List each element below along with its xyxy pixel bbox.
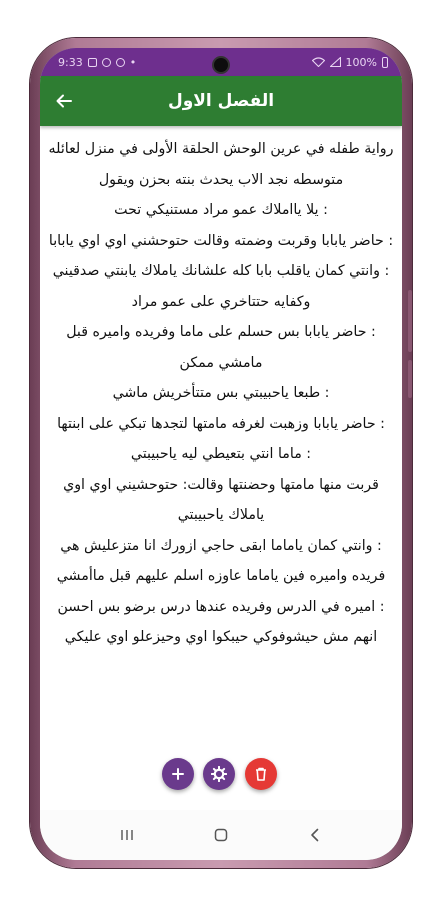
story-paragraph: رواية طفله في عرين الوحش الحلقة الأولى في منزل لعائله متوسطه نجد الاب يحدث بنته بحزن ويقول: [48, 141, 394, 188]
plus-icon: [172, 768, 184, 780]
sync-icon: [102, 58, 111, 67]
notification-icon: [88, 58, 97, 67]
screen: [40, 48, 402, 860]
add-button[interactable]: [162, 758, 194, 790]
arrow-left-icon: [56, 94, 72, 108]
status-time: 9:33: [58, 55, 83, 69]
story-paragraph: قربت منها مامتها وحضنتها وقالت: حتوحشيني اوي اوي ياملاك ياحبيبتي: [63, 476, 379, 523]
story-paragraph: : ماما انتي بتعيطي ليه ياحبيبتي: [130, 446, 312, 462]
gear-icon: [211, 766, 227, 782]
story-paragraph: : حاضر يابابا وقربت وضمته وقالت حتوحشني اوي اوي يابابا: [48, 232, 394, 249]
app-content: [40, 48, 402, 860]
recents-button[interactable]: [107, 820, 147, 850]
volume-button: [408, 360, 412, 398]
record-icon: [116, 58, 125, 67]
dot-icon: •: [129, 55, 137, 69]
signal-icon: [330, 57, 341, 67]
story-paragraph: : وانتي كمان ياقلب بابا كله علشانك ياملاك يابنتي صدقيني وكفايه حتتاخري على عمو مراد: [52, 263, 390, 310]
story-paragraph: : طبعا ياحبيبتي بس متتأخريش ماشي: [112, 385, 330, 401]
page-title: الفصل الاول: [167, 91, 275, 111]
home-icon: [214, 828, 228, 842]
power-button: [408, 290, 412, 352]
story-paragraph: : حاضر يابابا بس حسلم على ماما وفريده واميره قبل مامشي ممكن: [66, 324, 376, 371]
back-nav-button[interactable]: [295, 820, 335, 850]
delete-button[interactable]: [245, 758, 277, 790]
chevron-left-icon: [310, 828, 320, 842]
home-button[interactable]: [201, 820, 241, 850]
trash-icon: [255, 767, 267, 781]
settings-button[interactable]: [203, 758, 235, 790]
story-paragraph: : يلا يااملاك عمو مراد مستنيكي تحت: [114, 202, 328, 218]
battery-level: 100%: [345, 55, 377, 69]
battery-icon: [382, 57, 388, 68]
story-text: [48, 134, 394, 774]
story-paragraph: : حاضر يابابا وزهبت لغرفه مامتها لتجدها تبكي على ابنتها: [57, 415, 385, 432]
story-paragraph: : وانتي كمان ياماما ابقى حاجي ازورك انا متزعليش هي فريده واميره فين ياماما عاوزه اسلم عليهم قبل ماأمشي: [56, 537, 386, 584]
navigation-bar: [40, 810, 402, 860]
wifi-icon: [312, 57, 325, 67]
status-right: [312, 56, 388, 69]
story-paragraph: : اميره في الدرس وفريده عندها درس برضو بس احسن انهم مش حيشوفوكي حيبكوا اوي وحيزعلو اوي عليكي: [57, 598, 385, 645]
status-left: [58, 56, 136, 69]
back-button[interactable]: [48, 86, 80, 116]
recents-icon: [120, 829, 134, 841]
camera-cutout: [212, 56, 230, 74]
app-bar: [40, 76, 402, 126]
